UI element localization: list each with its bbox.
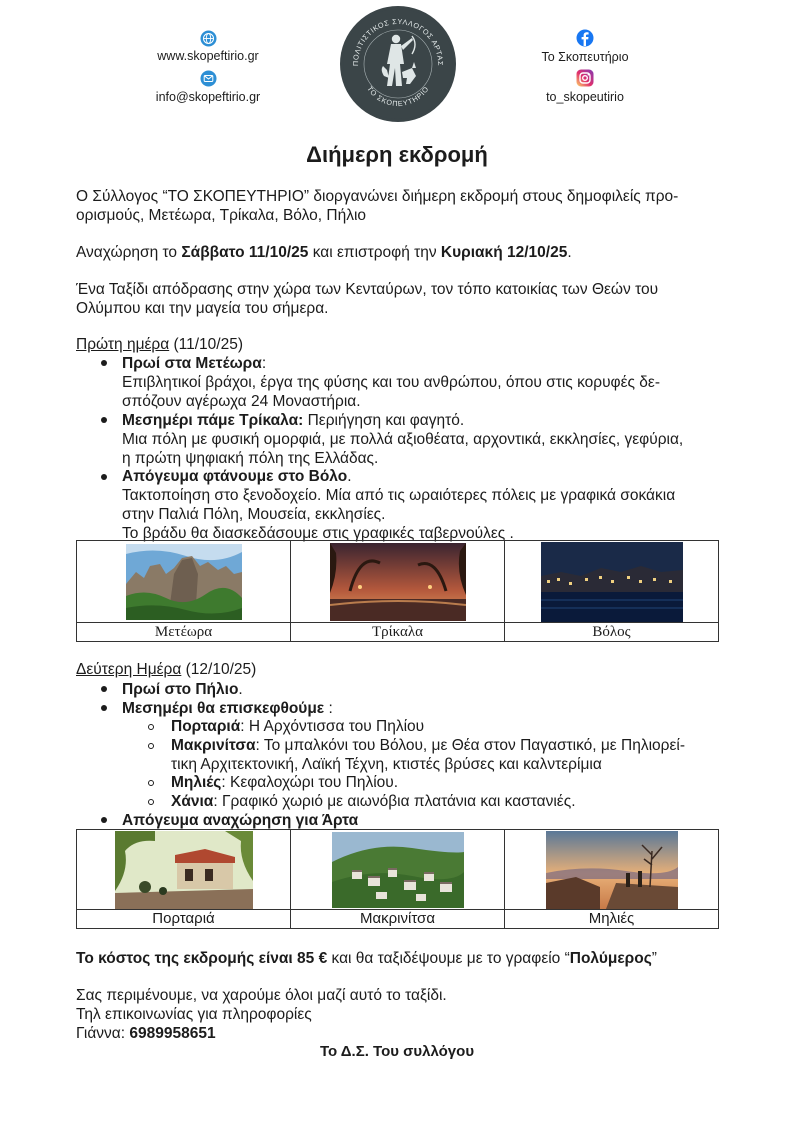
photo-caption: Πορταριά <box>77 910 291 929</box>
subitem-name: Χάνια <box>171 793 214 810</box>
cost-middle: και θα ταξιδέψουμε με το γραφείο “ <box>327 950 570 967</box>
day2-photo-table <box>76 829 719 929</box>
day2-date: (12/10/25) <box>181 661 257 678</box>
closing-line: Τηλ επικοινωνίας για πληροφορίες <box>76 1006 312 1023</box>
item-line: Το βράδυ θα διασκεδάσουμε στις γραφικές ταβερνούλες . <box>122 525 514 542</box>
contact-phone[interactable]: 6989958651 <box>129 1025 216 1042</box>
item-title: Μεσημέρι θα επισκεφθούμε <box>122 700 325 717</box>
day1-photo-table <box>76 540 719 642</box>
svg-text:ΠΟΛΙΤΙΣΤΙΚΟΣ ΣΥΛΛΟΓΟΣ ΑΡΤΑΣ: ΠΟΛΙΤΙΣΤΙΚΟΣ ΣΥΛΛΟΓΟΣ ΑΡΤΑΣ <box>350 16 446 67</box>
contact-name: Γιάννα: <box>76 1025 130 1042</box>
photo-cell <box>77 541 291 623</box>
subitem-milies <box>171 773 398 792</box>
subitem-text: τικη Αρχιτεκτονική, Λαϊκή Τέχνη, κτιστές βρύσες και καλντερίμια <box>171 756 602 773</box>
portaria-photo <box>115 831 253 909</box>
day2-heading <box>76 660 716 679</box>
departure-middle: και επιστροφή την <box>308 244 441 261</box>
photo-cell <box>291 830 505 910</box>
facebook-icon[interactable] <box>576 29 594 47</box>
item-line: Τακτοποίηση στο ξενοδοχείο. Μία από τις ωραιότερες πόλεις με γραφικά σοκάκια <box>122 487 676 504</box>
subitem-text: : Γραφικό χωριό με αιωνόβια πλατάνια και καστανιές. <box>213 793 576 810</box>
subitem-name: Μηλιές <box>171 774 222 791</box>
subitem-makrinitsa <box>171 736 721 774</box>
subitem-name: Πορταριά <box>171 718 241 735</box>
photo-cell <box>77 830 291 910</box>
cost-amount: Το κόστος της εκδρομής είναι 85 € <box>76 950 328 967</box>
item-after: : <box>261 355 267 372</box>
header <box>0 0 794 130</box>
makrinitsa-photo <box>332 832 464 908</box>
item-title: Μεσημέρι πάμε Τρίκαλα: <box>122 412 304 429</box>
escape-line: Ένα Ταξίδι απόδρασης στην χώρα των Κενταύρων, τον τόπο κατοικίας των Θεών του <box>76 281 659 298</box>
escape-line: Ολύμπου και την μαγεία του σήμερα. <box>76 300 329 317</box>
photo-cell <box>505 830 719 910</box>
cost-paragraph <box>76 949 716 968</box>
item-line: στην Παλιά Πόλη, Μουσεία, εκκλησίες. <box>122 506 386 523</box>
item-title: Απόγευμα αναχώρηση για Άρτα <box>122 812 359 829</box>
bullet <box>101 686 107 692</box>
meteora-photo <box>126 544 242 620</box>
photo-caption: Βόλος <box>505 623 719 642</box>
email-icon <box>200 70 217 87</box>
photo-caption: Μηλιές <box>505 910 719 929</box>
instagram-label[interactable]: to_skopeutirio <box>546 90 624 104</box>
bullet <box>101 705 107 711</box>
subitem-text: : Η Αρχόντισσα του Πηλίου <box>240 718 425 735</box>
day1-item-meteora <box>122 354 722 411</box>
photo-caption: Μετέωρα <box>77 623 291 642</box>
trikala-photo <box>330 543 466 621</box>
facebook-label[interactable]: Το Σκοπευτήριο <box>541 50 629 64</box>
item-after: . <box>347 468 352 485</box>
email-link[interactable]: info@skopeftirio.gr <box>155 90 261 104</box>
closing-line: Σας περιμένουμε, να χαρούμε όλοι μαζί αυτό το ταξίδι. <box>76 987 447 1004</box>
item-after: : <box>324 700 333 717</box>
departure-prefix: Αναχώρηση το <box>76 244 182 261</box>
logo-emblem <box>340 6 456 122</box>
intro-line: Ο Σύλλογος “ΤΟ ΣΚΟΠΕΥΤΗΡΙΟ” διοργανώνει διήμερη εκδρομή στους δημοφιλείς προ- <box>76 188 679 205</box>
club-logo <box>340 6 456 122</box>
globe-icon <box>200 30 217 47</box>
bullet <box>101 474 107 480</box>
day2-item-visits <box>122 699 333 718</box>
intro-line: ορισμούς, Μετέωρα, Τρίκαλα, Βόλο, Πήλιο <box>76 207 367 224</box>
item-after: . <box>238 681 243 698</box>
photo-caption: Τρίκαλα <box>291 623 505 642</box>
cost-end: ” <box>651 950 657 967</box>
day2-item-pelion <box>122 680 243 699</box>
bullet <box>101 417 107 423</box>
agency-name: Πολύμερος <box>569 950 652 967</box>
return-date: Κυριακή 12/10/25 <box>440 244 568 261</box>
sub-bullet <box>148 780 154 786</box>
photo-cell <box>291 541 505 623</box>
subitem-name: Μακρινίτσα <box>171 737 256 754</box>
item-line: σπόζουν αγέρωχα 24 Μοναστήρια. <box>122 393 361 410</box>
page-title: Διήμερη εκδρομή <box>306 142 488 167</box>
subitem-text: : Κεφαλοχώρι του Πηλίου. <box>221 774 399 791</box>
bullet <box>101 360 107 366</box>
day1-item-trikala <box>122 411 722 468</box>
photo-caption: Μακρινίτσα <box>291 910 505 929</box>
item-line: Επιβλητικοί βράχοι, έργα της φύσης και του ανθρώπου, όπου στις κορυφές δε- <box>122 374 660 391</box>
item-after: Περιήγηση και φαγητό. <box>303 412 465 429</box>
departure-suffix: . <box>567 244 572 261</box>
day1-heading-label: Πρώτη ημέρα <box>76 336 170 353</box>
item-line: Μια πόλη με φυσική ομορφιά, με πολλά αξιοθέατα, αρχοντικά, εκκλησίες, γεφύρια, <box>122 431 684 448</box>
instagram-icon[interactable] <box>576 69 594 87</box>
bullet <box>101 817 107 823</box>
item-title: Απόγευμα φτάνουμε στο Βόλο <box>122 468 348 485</box>
sub-bullet <box>148 743 154 749</box>
sub-bullet <box>148 724 154 730</box>
day1-date: (11/10/25) <box>169 336 244 353</box>
subitem-portaria <box>171 717 424 736</box>
escape-paragraph <box>76 280 716 318</box>
subitem-text: : Το μπαλκόνι του Βόλου, με Θέα στον Παγαστικό, με Πηλιορεί- <box>255 737 685 754</box>
milies-photo <box>546 831 678 909</box>
item-line: η πρώτη ψηφιακή πόλη της Ελλάδας. <box>122 450 379 467</box>
day1-heading <box>76 335 716 354</box>
departure-date: Σάββατο 11/10/25 <box>181 244 309 261</box>
subitem-chania <box>171 792 576 811</box>
departure-paragraph <box>76 243 716 262</box>
sub-bullet <box>148 799 154 805</box>
website-link[interactable]: www.skopeftirio.gr <box>157 49 259 63</box>
volos-photo <box>541 542 683 622</box>
closing-paragraph <box>76 986 716 1043</box>
photo-cell <box>505 541 719 623</box>
item-title: Πρωί στο Πήλιο <box>122 681 239 698</box>
signature: Το Δ.Σ. Του συλλόγου <box>319 1043 475 1060</box>
day2-item-return <box>122 811 358 830</box>
intro-paragraph <box>76 187 716 225</box>
day1-item-volos <box>122 467 722 543</box>
svg-text:ΤΟ ΣΚΟΠΕΥΤΗΡΙΟ: ΤΟ ΣΚΟΠΕΥΤΗΡΙΟ <box>365 84 431 109</box>
item-title: Πρωί στα Μετέωρα <box>122 355 262 372</box>
day2-heading-label: Δεύτερη Ημέρα <box>76 661 182 678</box>
